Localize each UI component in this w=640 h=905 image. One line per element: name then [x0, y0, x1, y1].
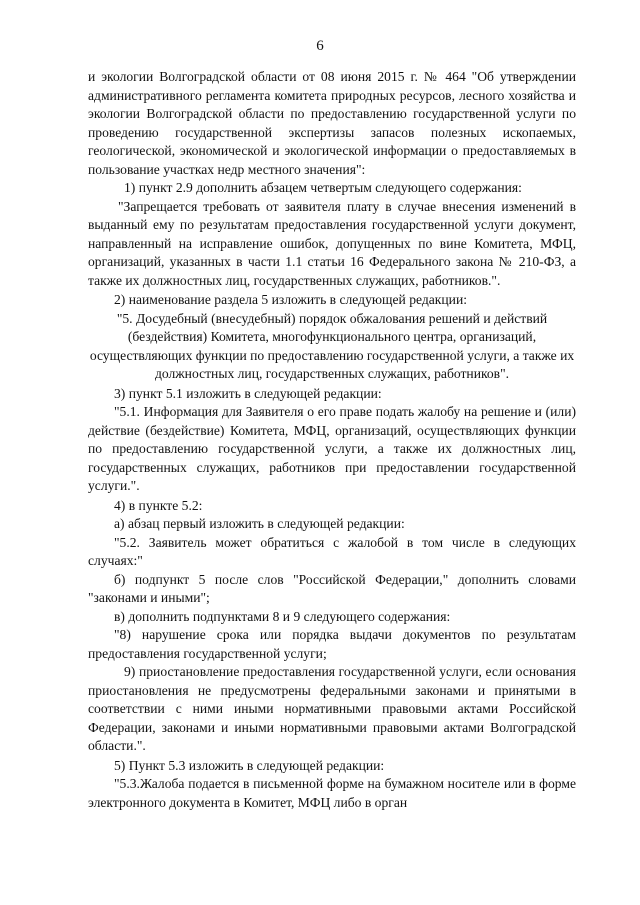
quoted-section-5-title: "5. Досудебный (внесудебный) порядок обжалования решений и действий (бездействия) Комитета, многофункционального центра, организаций, осуществляющих функции по предоставлению государственной услуги, а также их должностных лиц, государственных служащих, работников".: [89, 310, 575, 381]
quoted-subitem-8: "8) нарушение срока или порядка выдачи документов по результатам предоставления государственной услуги;: [88, 627, 576, 661]
item-3-clause-5-1: 3) пункт 5.1 изложить в следующей редакции:: [114, 385, 382, 401]
page-number: 6: [316, 38, 324, 54]
quoted-text-clause-5-1: "5.1. Информация для Заявителя о его праве подать жалобу на решение и (или) действие (бездействие) Комитета, МФЦ, организаций, осуществляющих функции по предоставлению государственной услуги, а также их должностных лиц, государственных служащих, работников при предоставлении государственной услуги.".: [88, 404, 576, 493]
quoted-text-clause-5-2: "5.2. Заявитель может обратиться с жалобой в том числе в следующих случаях:": [88, 534, 576, 568]
item-1-clause-2-9: 1) пункт 2.9 дополнить абзацем четвертым следующего содержания:: [124, 180, 522, 195]
item-4-clause-5-2: 4) в пункте 5.2:: [114, 497, 203, 513]
item-5-clause-5-3: 5) Пункт 5.3 изложить в следующей редакции:: [114, 757, 385, 773]
subitem-v: в) дополнить подпунктами 8 и 9 следующего содержания:: [114, 608, 451, 624]
document-body: [88, 68, 576, 812]
quoted-text-clause-5-3: "5.3.Жалоба подается в письменной форме на бумажном носителе или в форме электронного документа в Комитет, МФЦ либо в орган: [88, 776, 576, 810]
quoted-text-clause-2-9: "Запрещается требовать от заявителя плату в случае внесения изменений в выданный ему по результатам предоставления государственной услуги документ, направленный на исправление ошибок, допущенных по вине Комитета, МФЦ, организаций, указанных в части 1.1 статьи 16 Федерального закона № 210-ФЗ, а также их должностных лиц, государственных служащих, работников.".: [88, 198, 576, 288]
subitem-b: б) подпункт 5 после слов "Российской Федерации," дополнить словами "законами и иными";: [88, 571, 576, 605]
item-2-section-5-title: 2) наименование раздела 5 изложить в следующей редакции:: [114, 292, 468, 307]
quoted-subitem-9: 9) приостановление предоставления государственной услуги, если основания приостановления не предусмотрены федеральными законами и принятыми в соответствии с ними иными нормативными правовыми актами Российской Федерации, законами и иными нормативными правовыми актами Волгоградской области.".: [88, 664, 576, 753]
paragraph-regulation-reference: и экологии Волгоградской области от 08 июня 2015 г. № 464 "Об утверждении административного регламента комитета природных ресурсов, лесного хозяйства и экологии Волгоградской области по предоставлению государственной услуги по проведению государственной экспертизы запасов полезных ископаемых, геологической, экономической и экологической информации о предоставляемых в пользование участках недр местного значения":: [88, 69, 576, 177]
subitem-a: а) абзац первый изложить в следующей редакции:: [114, 516, 405, 531]
